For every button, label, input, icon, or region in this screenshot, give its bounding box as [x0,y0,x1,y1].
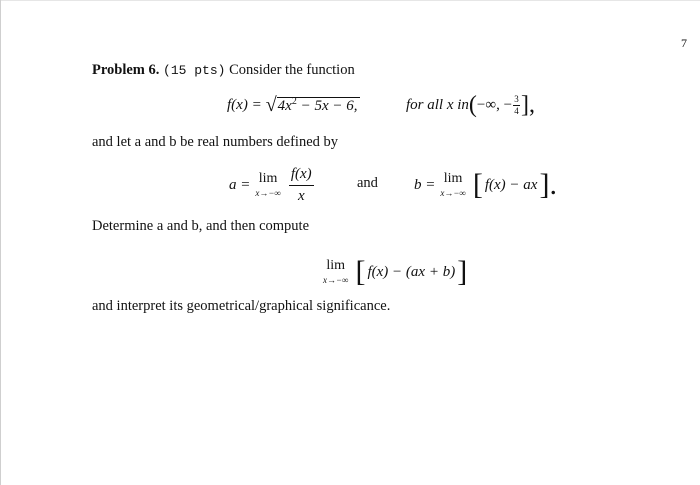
limit-subscript: x→−∞ [255,188,281,198]
problem-points: (15 pts) [163,63,226,78]
definition-b-lhs: b = [414,176,436,193]
definition-intro-line: and let a and b be real numbers defined by [92,134,339,150]
definition-b-limit [440,172,465,198]
open-bracket: [ [355,255,366,288]
close-bracket: ]. [539,168,557,201]
definition-b-body: f(x) − ax [484,176,538,193]
problem-intro: Consider the function [229,62,355,78]
limit-expression [318,254,469,290]
definition-a-lhs: a = [229,176,251,193]
and-connector: and [357,175,378,191]
function-equation [227,91,360,119]
limit-word: lim [443,171,463,186]
radicand-rest: − 5x − 6, [296,98,358,114]
radicand-term-a: 4x [277,98,292,114]
interpretation-line: and interpret its geometrical/graphical significance. [92,298,391,314]
definition-a-limit [255,172,280,198]
sqrt-symbol: √ [265,94,277,116]
page-top-edge [0,0,700,1]
limit-word: lim [258,171,278,186]
function-lhs: f(x) = [227,96,262,113]
domain-open-paren: ( [468,92,477,118]
limit-subscript: x→−∞ [323,275,349,285]
function-domain [406,91,535,119]
domain-fraction-den: 4 [514,105,519,116]
domain-close-bracket: ], [521,92,536,118]
definition-a-fraction [289,166,314,204]
limit-subscript: x→−∞ [440,188,466,198]
domain-fraction [513,95,520,116]
page-left-edge [0,0,1,485]
open-bracket: [ [472,168,483,201]
definition-b [414,163,559,207]
close-bracket: ] [457,255,468,288]
definition-a [229,163,317,207]
page-number: 7 [681,36,687,50]
instruction-line: Determine a and b, and then compute [92,218,310,234]
fraction-numerator: f(x) [290,166,312,182]
fraction-bar [289,185,314,186]
domain-left: −∞, − [476,96,513,113]
domain-text: for all x in [406,96,469,113]
limit-operator [323,259,348,285]
limit-body: f(x) − (ax + b) [367,263,456,280]
domain-fraction-num: 3 [514,93,519,104]
problem-title: Problem 6. [92,62,160,78]
radicand-exponent: 2 [291,96,297,107]
limit-word: lim [326,258,346,273]
radicand [277,97,360,115]
fraction-denominator: x [297,187,305,204]
problem-statement [92,62,355,79]
